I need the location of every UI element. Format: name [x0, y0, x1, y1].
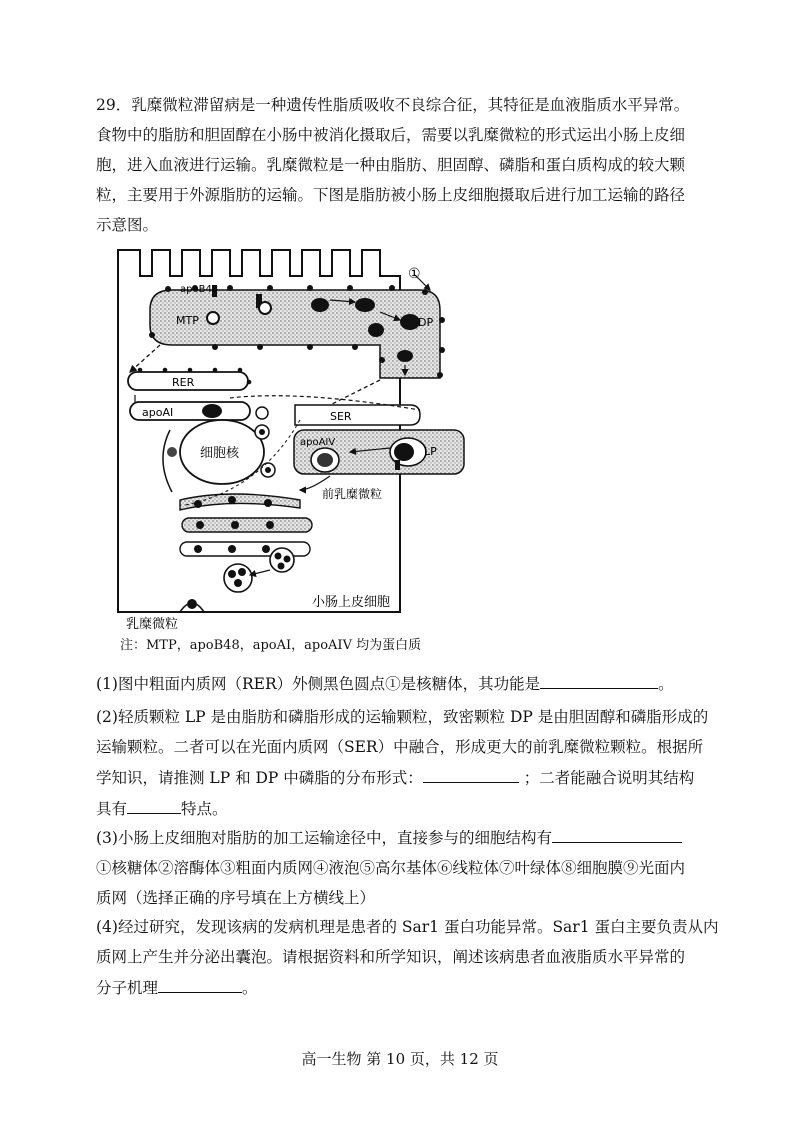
label-chylomicron: 乳糜微粒 — [126, 617, 179, 632]
q2-line: 具有 — [96, 800, 128, 818]
q4-line: 分子机理 — [96, 979, 159, 997]
q2-line: 特点。 — [181, 800, 228, 818]
label-apoaiv: apoAIV — [300, 437, 336, 448]
label-rer: RER — [172, 376, 195, 389]
intro-line: 胞，进入血液进行运输。乳糜微粒是一种由脂肪、胆固醇、磷脂和蛋白质构成的较大颗 — [96, 156, 686, 174]
intro-line: 示意图。 — [96, 216, 159, 234]
q4-line: (4)经过研究，发现该病的发病机理是患者的 Sar1 蛋白功能异常。Sar1 蛋白主要负责从内 — [96, 918, 719, 936]
q2-line: ；二者能融合说明其结构 — [523, 769, 695, 787]
page-footer: 高一生物 第 10 页，共 12 页 — [301, 1050, 499, 1068]
intro-line: 食物中的脂肪和胆固醇在小肠中被消化摄取后，需要以乳糜微粒的形式运出小肠上皮细 — [96, 126, 686, 144]
label-cell: 小肠上皮细胞 — [312, 595, 391, 610]
q1-text: (1)图中粗面内质网（RER）外侧黑色圆点①是核糖体，其功能是 — [96, 675, 541, 693]
label-nucleus: 细胞核 — [200, 446, 240, 461]
q4-answer-blank[interactable] — [158, 972, 242, 993]
q2-line: 学知识，请推测 LP 和 DP 中磷脂的分布形式： — [96, 769, 423, 787]
q2-answer-blank-2[interactable] — [127, 793, 181, 814]
label-apob48: apoB48 — [180, 284, 219, 295]
q3-line: (3)小肠上皮细胞对脂肪的加工运输途径中，直接参与的细胞结构有 — [96, 829, 552, 847]
figure-note: 注：MTP，apoB48，apoAI，apoAIV 均为蛋白质 — [120, 638, 422, 653]
q3-line: 质网（选择正确的序号填在上方横线上） — [96, 889, 376, 907]
label-mtp: MTP — [176, 314, 199, 327]
question-1 — [96, 668, 708, 699]
marker-1: ① — [408, 266, 421, 282]
label-lp: LP — [424, 445, 437, 458]
question-3 — [96, 822, 708, 913]
secretory-vesicle — [224, 564, 252, 592]
intro-line: 29．乳糜微粒滞留病是一种遗传性脂质吸收不良综合征，其特征是血液脂质水平异常。 — [96, 96, 690, 114]
q3-answer-blank[interactable] — [552, 822, 682, 843]
q2-answer-blank-1[interactable] — [423, 762, 519, 783]
mtp-circle — [207, 312, 219, 324]
mtp-circle — [259, 302, 271, 314]
question-4 — [96, 912, 719, 1003]
ser — [295, 405, 420, 425]
q4-line: 质网上产生并分泌出囊泡。请根据资料和所学知识，阐述该病患者血液脂质水平异常的 — [96, 948, 686, 966]
q4-end: 。 — [242, 979, 258, 997]
q2-line: 运输颗粒。二者可以在光面内质网（SER）中融合，形成更大的前乳糜微粒颗粒。根据所 — [96, 738, 704, 756]
er-tube — [150, 290, 440, 378]
q1-end: 。 — [658, 675, 674, 693]
q1-answer-blank[interactable] — [540, 668, 658, 689]
question-2 — [96, 702, 708, 824]
q2-line: (2)轻质颗粒 LP 是由脂肪和磷脂形成的运输颗粒，致密颗粒 DP 是由胆固醇和磷脂形成的 — [96, 708, 709, 726]
label-pre-chylomicron: 前乳糜微粒 — [322, 487, 383, 501]
label-apoai: apoAI — [142, 406, 174, 419]
golgi-apparatus — [180, 494, 312, 556]
intro-line: 粒，主要用于外源脂肪的运输。下图是脂肪被小肠上皮细胞摄取后进行加工运输的路径 — [96, 186, 686, 204]
label-ser: SER — [330, 410, 352, 423]
label-dp: DP — [418, 316, 434, 329]
q3-line: ①核糖体②溶酶体③粗面内质网④液泡⑤高尔基体⑥线粒体⑦叶绿体⑧细胞膜⑨光面内 — [96, 859, 686, 877]
